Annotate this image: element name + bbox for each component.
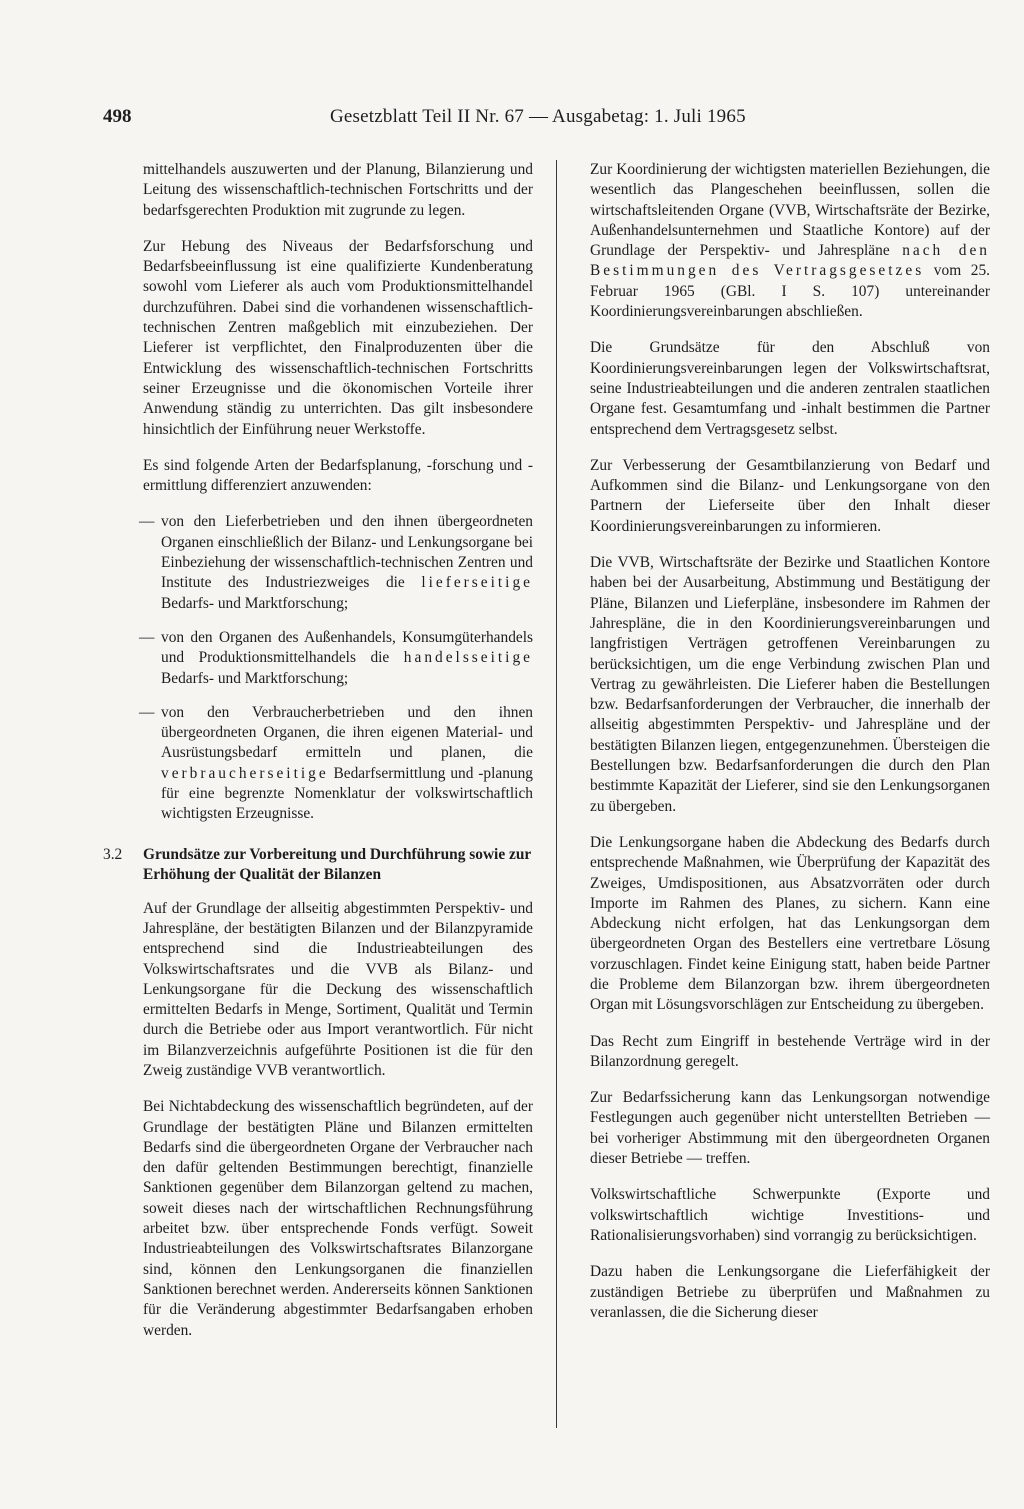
dash-marker: — — [139, 513, 155, 531]
dash-marker: — — [139, 628, 155, 646]
right-paragraph-4: Die VVB, Wirtschaftsräte der Bezirke und Staatlichen Kontore haben bei der Ausarbeitung, Abstimmung und Bestätigung der Pläne, Bilanzen und Lieferpläne, insbesondere im Rahmen der Jahrespläne, die in den Koordinierungsvereinbarungen und langfristigen Verträgen getroffenen Vereinbarungen zu berücksichtigen, um die enge Verbindung zwischen Plan und Vertrag zu gewährleisten. Die Lieferer haben die Bestellungen bzw. Bedarfsanforderungen der Verbraucher, die innerhalb der allseitig abgestimmten Perspektiv- und Jahrespläne und der bestätigten Bilanzen liegen, entgegenzunehmen. Übersteigen die Bestellungen bzw. Bedarfsanforderungen die durch den Plan bestimmte Kapazität der Lieferer, sind sie den Lenkungsorganen zu übergeben. — [590, 554, 990, 815]
paragraph-text: vom 25. Februar 1965 (GBl. I S. 107) untereinander Koordinierungsvereinbarungen abschließen. — [590, 262, 990, 321]
list-item — [103, 703, 533, 825]
right-paragraph-7: Zur Bedarfssicherung kann das Lenkungsorgan notwendige Festlegungen auch gegenüber nicht unterstellten Betrieben — bei vorheriger Abstimmung mit den übergeordneten Organen dieser Betriebe — treffen. — [590, 1089, 990, 1168]
left-paragraph-1: mittelhandels auszuwerten und der Planung, Bilanzierung und Leitung des wissenschaftlich-technischen Fortschritts und der bedarfsgerechten Produktion mit zugrunde zu legen. — [143, 161, 533, 219]
emphasis-text: nach den Bestimmungen des Vertragsgesetzes — [590, 242, 990, 280]
list-item — [103, 628, 533, 689]
list-item-text: von den Lieferbetrieben und den ihnen übergeordneten Organen einschließlich der Bilanz- und Lenkungsorgane bei Einbeziehung der wissenschaftlich-technischen Zentren und Institute des Industriezweiges die — [161, 513, 533, 592]
emphasis-text: handelsseitige — [403, 649, 533, 667]
emphasis-text: verbraucherseitige — [161, 764, 329, 782]
left-paragraph-5: Bei Nichtabdeckung des wissenschaftlich begründeten, auf der Grundlage der bestätigten Pläne und Bilanzen ermittelten Bedarfs sind die übergeordneten Organe der Verbraucher nach den dafür geltenden Bestimmungen berechtigt, finanzielle Sanktionen gegenüber dem Bilanzorgan geltend zu machen, soweit dieses nach der wirtschaftlichen Rechnungsführung arbeitet bzw. über entsprechende Fonds verfügt. Soweit Industrieabteilungen des Volkswirtschaftsrates Bilanzorgane sind, können den Lenkungsorganen die finanziellen Sanktionen berechnet werden. Andererseits können Sanktionen für die Veränderung abgestimmter Bedarfsangaben erhoben werden. — [143, 1098, 533, 1339]
list-item-text: Bedarfsermittlung und -planung für eine begrenzte Nomenklatur der volkswirtschaftlich wichtigsten Erzeugnisse. — [161, 764, 533, 823]
column-divider — [556, 160, 557, 1428]
list-item-text: von den Organen des Außenhandels, Konsumgüterhandels und Produktionsmittelhandels die — [161, 628, 533, 667]
page-number: 498 — [103, 106, 132, 127]
paragraph-text: Zur Koordinierung der wichtigsten materiellen Beziehungen, die wesentlich das Plangeschehen beeinflussen, sollen die wirtschaftsleitenden Organe (VVB, Wirtschaftsräte der Bezirke, Außenhandelsunternehmen und Staatliche Kontore) auf der Grundlage der Perspektiv- und Jahrespläne — [590, 161, 990, 260]
list-item-text: von den Verbraucherbetrieben und den ihnen übergeordneten Organen, die ihren eigenen Material- und Ausrüstungsbedarf ermitteln und planen, die — [161, 703, 533, 762]
left-column — [103, 160, 533, 1357]
right-paragraph-6: Das Recht zum Eingriff in bestehende Verträge wird in der Bilanzordnung geregelt. — [590, 1032, 990, 1070]
list-item-text: Bedarfs- und Marktforschung; — [161, 669, 349, 687]
right-column — [590, 160, 990, 1339]
running-head: Gesetzblatt Teil II Nr. 67 — Ausgabetag: 1. Juli 1965 — [330, 106, 746, 127]
list-item — [103, 512, 533, 613]
emphasis-text: lieferseitige — [421, 574, 533, 592]
right-paragraph-5: Die Lenkungsorgane haben die Abdeckung des Bedarfs durch entsprechende Maßnahmen, wie Überprüfung der Kapazität des Zweiges, Umdispositionen, aus Absatzvorräten oder durch Importe im Rahmen des Planes, zu sichern. Kann eine Abdeckung nicht erfolgen, hat das Lenkungsorgan dem übergeordneten Organ des Bestellers eine vertretbare Lösung vorzuschlagen. Findet keine Einigung statt, haben beide Partner die Probleme dem Bilanzorgan bzw. ihrem übergeordneten Organ mit Lösungsvorschlägen zur Entscheidung zu übergeben. — [590, 833, 990, 1014]
section-title: Grundsätze zur Vorbereitung und Durchführung sowie zur Erhöhung der Qualität der Bilanzen — [143, 845, 531, 883]
right-paragraph-1 — [590, 160, 990, 322]
right-paragraph-3: Zur Verbesserung der Gesamtbilanzierung von Bedarf und Aufkommen sind die Bilanz- und Lenkungsorgane von den Partnern der Lieferseite über den Inhalt dieser Koordinierungsvereinbarungen zu informieren. — [590, 456, 990, 535]
right-paragraph-2: Die Grundsätze für den Abschluß von Koordinierungsvereinbarungen legen der Volkswirtschaftsrat, seine Industrieabteilungen und die anderen zentralen staatlichen Organe fest. Gesamtumfang und -inhalt bestimmen die Partner entsprechend dem Vertragsgesetz selbst. — [590, 339, 990, 438]
list-item-text: Bedarfs- und Marktforschung; — [161, 594, 349, 612]
right-paragraph-8: Volkswirtschaftliche Schwerpunkte (Exporte und volkswirtschaftlich wichtige Investitions- und Rationalisierungsvorhaben) sind vorrangig zu berücksichtigen. — [590, 1186, 990, 1244]
section-number: 3.2 — [103, 845, 123, 863]
left-paragraph-2: Zur Hebung des Niveaus der Bedarfsforschung und Bedarfsbeeinflussung ist eine qualifizierte Kundenberatung sowohl vom Lieferer als auch vom Produktionsmittelhandel durchzuführen. Dabei sind die vorhandenen wissenschaftlich-technischen Zentren maßgeblich mit einzubeziehen. Der Lieferer ist verpflichtet, den Finalproduzenten über die Entwicklung des wissenschaftlich-technischen Fortschritts seiner Erzeugnisse und die ökonomischen Vorteile ihrer Anwendung ständig zu unterrichten. Das gilt insbesondere hinsichtlich der Einführung neuer Werkstoffe. — [143, 237, 533, 438]
section-heading — [103, 845, 533, 885]
dash-marker: — — [139, 703, 155, 721]
left-paragraph-3: Es sind folgende Arten der Bedarfsplanung, -forschung und -ermittlung differenziert anzuwenden: — [143, 456, 533, 495]
right-paragraph-9: Dazu haben die Lenkungsorgane die Lieferfähigkeit der zuständigen Betriebe zu überprüfen und Maßnahmen zu veranlassen, die die Sicherung dieser — [590, 1263, 990, 1321]
left-paragraph-4: Auf der Grundlage der allseitig abgestimmten Perspektiv- und Jahrespläne, der bestätigten Bilanzen und der Bilanzpyramide entsprechend sind die Industrieabteilungen des Volkswirtschaftsrates und die VVB als Bilanz- und Lenkungsorgane für die Deckung des wissenschaftlich ermittelten Bedarfs in Menge, Sortiment, Qualität und Termin durch die Betriebe oder aus Import verantwortlich. Für nicht im Bilanzverzeichnis aufgeführte Positionen ist die für den Zweig zuständige VVB verantwortlich. — [143, 899, 533, 1079]
